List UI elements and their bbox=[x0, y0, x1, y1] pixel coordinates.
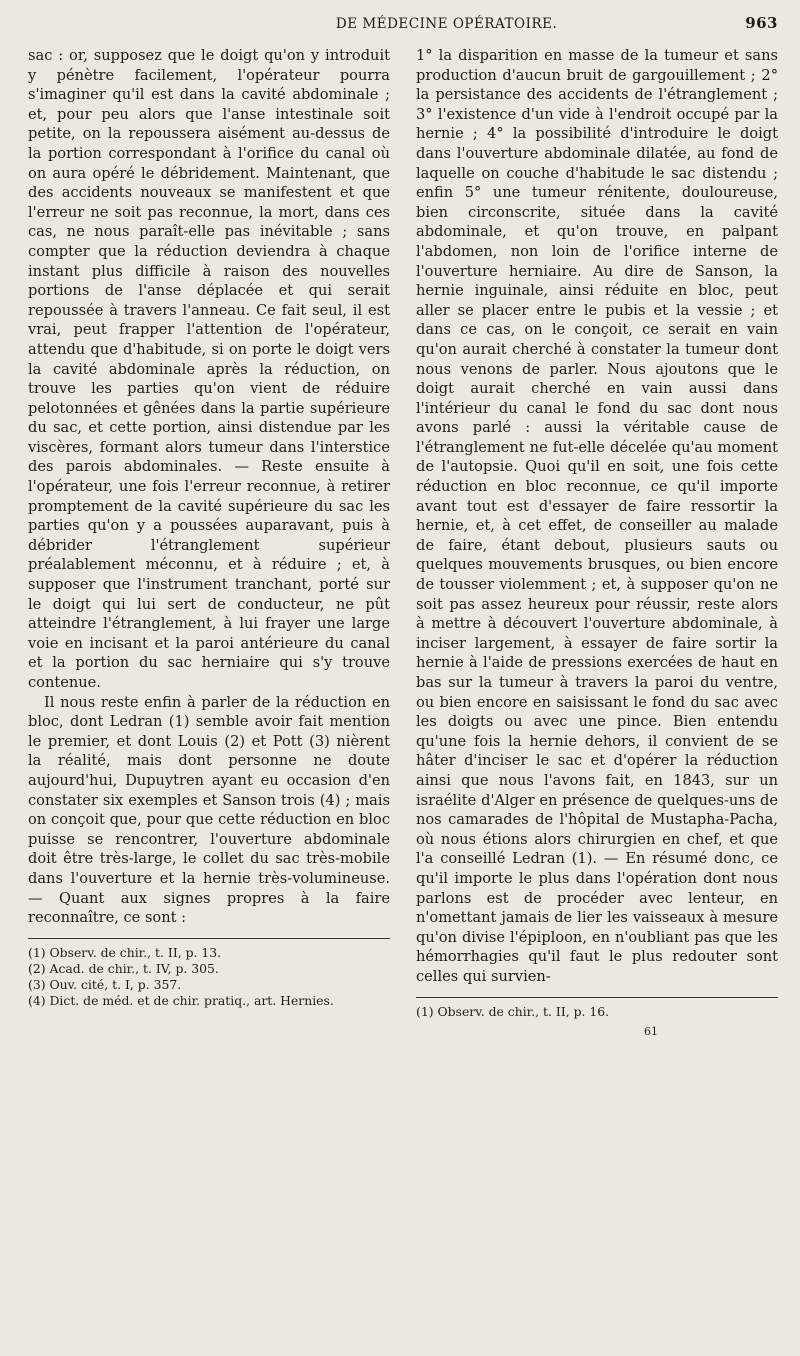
left-paragraph-1: sac : or, supposez que le doigt qu'on y introduit y pénètre facilement, l'opérateur pourra s'imaginer qu'il est dans la cavité abdominale ; et, pour peu alors que l'anse intestinale soit petite, on la repoussera aisément au-dessus de la portion correspondant à l'orifice du canal où on aura opéré le débridement. Maintenant, que des accidents nouveaux se manifestent et que l'erreur ne soit pas reconnue, la mort, dans ces cas, ne nous paraît-elle pas inévitable ; sans compter que la réduction deviendra à chaque instant plus difficile à raison des nouvelles portions de l'anse déplacée et qui serait repoussée à travers l'anneau. Ce fait seul, il est vrai, peut frapper l'attention de l'opérateur, attendu que d'habitude, si on porte le doigt vers la cavité abdominale après la réduction, on trouve les parties qu'on vient de réduire pelotonnées et gênées dans la partie supérieure du sac, et cette portion, ainsi distendue par les viscères, formant alors tumeur dans l'interstice des parois abdominales. — Reste ensuite à l'opérateur, une fois l'erreur reconnue, à retirer promptement de la cavité supérieure du sac les parties qu'on y a poussées auparavant, puis à débrider l'étranglement supérieur préalablement méconnu, et à réduire ; et, à supposer que l'instrument tranchant, porté sur le doigt qui lui sert de conducteur, ne pût atteindre l'étranglement, à lui frayer une large voie en incisant et la paroi antérieure du canal et la portion du sac herniaire qui s'y trouve contenue. bbox=[28, 47, 390, 691]
right-paragraph-1: 1° la disparition en masse de la tumeur et sans production d'aucun bruit de gargouillement ; 2° la persistance des accidents de l'étranglement ; 3° l'existence d'un vide à l'endroit occupé par la hernie ; 4° la possibilité d'introduire le doigt dans l'ouverture abdominale dilatée, au fond de laquelle on couche d'habitude le sac distendu ; enfin 5° une tumeur rénitente, douloureuse, bien circonscrite, située dans la cavité abdominale, et qu'on trouve, en palpant l'abdomen, non loin de l'orifice interne de l'ouverture herniaire. Au dire de Sanson, la hernie inguinale, ainsi réduite en bloc, peut aller se placer entre le pubis et la vessie ; et dans ce cas, on le conçoit, ce serait en vain qu'on aurait cherché à constater la tumeur dont nous venons de parler. Nous ajoutons que le doigt aurait cherché en vain aussi dans l'intérieur du canal le fond du sac dont nous avons parlé : aussi la véritable cause de l'étranglement ne fut-elle décelée qu'au moment de l'autopsie. Quoi qu'il en soit, une fois cette réduction en bloc reconnue, ce qu'il importe avant tout est d'essayer de faire ressortir la hernie, et, à cet effet, de conseiller au malade de faire, étant debout, plusieurs sauts ou quelques mouvements brusques, ou bien encore de tousser violemment ; et, à supposer qu'on ne soit pas assez heureux pour réussir, reste alors à mettre à découvert l'ouverture abdominale, à inciser largement, à essayer de faire sortir la hernie à l'aide de pressions exercées de haut en bas sur la tumeur à travers la paroi du ventre, ou bien encore en saisissant le fond du sac avec les doigts ou avec une pince. Bien entendu qu'une fois la hernie dehors, il convient de se hâter d'inciser le sac et d'opérer la réduction ainsi que nous l'avons fait, en 1843, sur un israélite d'Alger en présence de quelques-uns de nos camarades de l'hôpital de Mustapha-Pacha, où nous étions alors chirurgien en chef, et que l'a conseillé Ledran (1). — En résumé donc, ce qu'il importe le plus dans l'opération dont nous parlons est de procéder avec lenteur, en n'omettant jamais de lier les vaisseaux à mesure qu'on divise l'épiploon, en n'oubliant pas que les hémorrhagies qu'il faut le plus redouter sont celles qui survien- bbox=[416, 47, 778, 985]
running-title: DE MÉDECINE OPÉRATOIRE. bbox=[335, 16, 558, 32]
right-footnotes bbox=[416, 997, 778, 1020]
right-column bbox=[416, 46, 778, 1041]
footnote: (4) Dict. de méd. et de chir. pratiq., art. Hernies. bbox=[28, 992, 334, 1008]
footnote: (1) Observ. de chir., t. II, p. 16. bbox=[416, 1003, 610, 1019]
signature-mark: 61 bbox=[644, 1024, 658, 1038]
page-number: 963 bbox=[745, 14, 778, 32]
left-column bbox=[28, 46, 390, 1041]
running-header bbox=[28, 14, 778, 44]
footnote: (2) Acad. de chir., t. IV, p. 305. bbox=[28, 960, 219, 976]
footnote: (1) Observ. de chir., t. II, p. 13. bbox=[28, 944, 222, 960]
left-paragraph-2: Il nous reste enfin à parler de la réduction en bloc, dont Ledran (1) semble avoir fait mention le premier, et dont Louis (2) et Pott (3) nièrent la réalité, mais dont personne ne doute aujourd'hui, Dupuytren ayant eu occasion d'en constater six exemples et Sanson trois (4) ; mais on conçoit que, pour que cette réduction en bloc puisse se rencontrer, l'ouverture abdominale doit être très-large, le collet du sac très-mobile dans l'ouverture et la hernie très-volumineuse. — Quant aux signes propres à la faire reconnaître, ce sont : bbox=[28, 693, 390, 927]
text-columns bbox=[28, 46, 778, 1041]
footnote: (3) Ouv. cité, t. I, p. 357. bbox=[28, 976, 182, 992]
left-footnotes bbox=[28, 938, 390, 1009]
